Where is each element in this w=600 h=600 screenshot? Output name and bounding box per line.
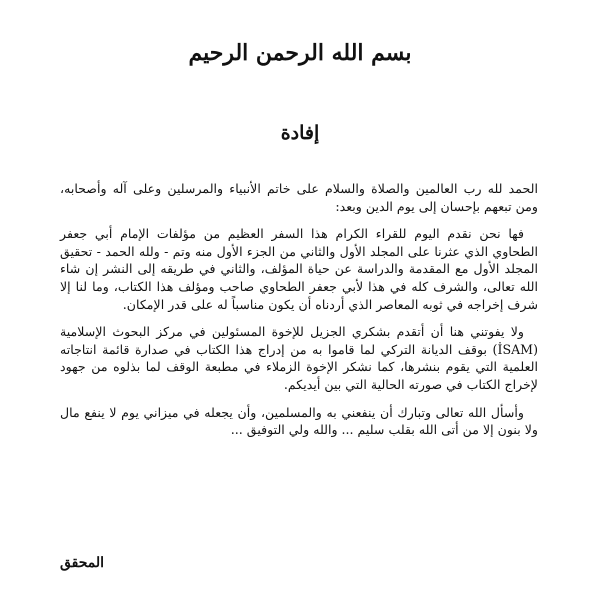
paragraph-opening: الحمد لله رب العالمين والصلاة والسلام على خاتم الأنبياء والمرسلين وعلى آله وأصحابه، ومن تبعهم بإحسان إلى يوم الدين وبعد: bbox=[60, 181, 538, 214]
basmala: بسم الله الرحمن الرحيم bbox=[188, 40, 412, 66]
paragraph-thanks: ولا يفوتني هنا أن أتقدم بشكري الجزيل للإخوة المسئولين في مركز البحوث الإسلامية (İSAM) بوقف الديانة التركي لما قاموا به من إدراج هذا الكتاب في صدارة قائمة انتاجاته العلمية التي يقوم بنشرها، كما نشكر الإخوة الزملاء في مطبعة الوقف لما بذلوه من جهود لإخراج الكتاب في صورته الحالية التي بين أيديكم. bbox=[60, 324, 538, 392]
signature bbox=[60, 553, 538, 573]
paragraph-book-intro: فها نحن نقدم اليوم للقراء الكرام هذا السفر العظيم من مؤلفات الإمام أبي جعفر الطحاوي الذي عثرنا على المجلد الأول والثاني من الجزء الأول منه وتم - ولله الحمد - تحقيق المجلد الأول مع المقدمة والدراسة عن حياة المؤلف، والثاني في طريقه إلى النشر إن شاء الله تعالى، والشرف كله في هذا لأبي جعفر الطحاوي صاحب ومؤلف هذا الكتاب، وما لنا إلا شرف إخراجه في ثوبه المعاصر الذي أردناه أن يكون مناسباً له على قدر الإمكان. bbox=[60, 226, 538, 312]
signature-text: المحقق bbox=[60, 555, 105, 571]
body-text bbox=[60, 180, 538, 449]
paragraph-prayer: وأسأل الله تعالى وتبارك أن ينفعني به والمسلمين، وأن يجعله في ميزاني يوم لا ينفع مال ولا بنون إلا من أتى الله بقلب سليم ... والله ولي التوفيق ... bbox=[60, 404, 538, 438]
page-title: إفادة bbox=[280, 122, 320, 144]
